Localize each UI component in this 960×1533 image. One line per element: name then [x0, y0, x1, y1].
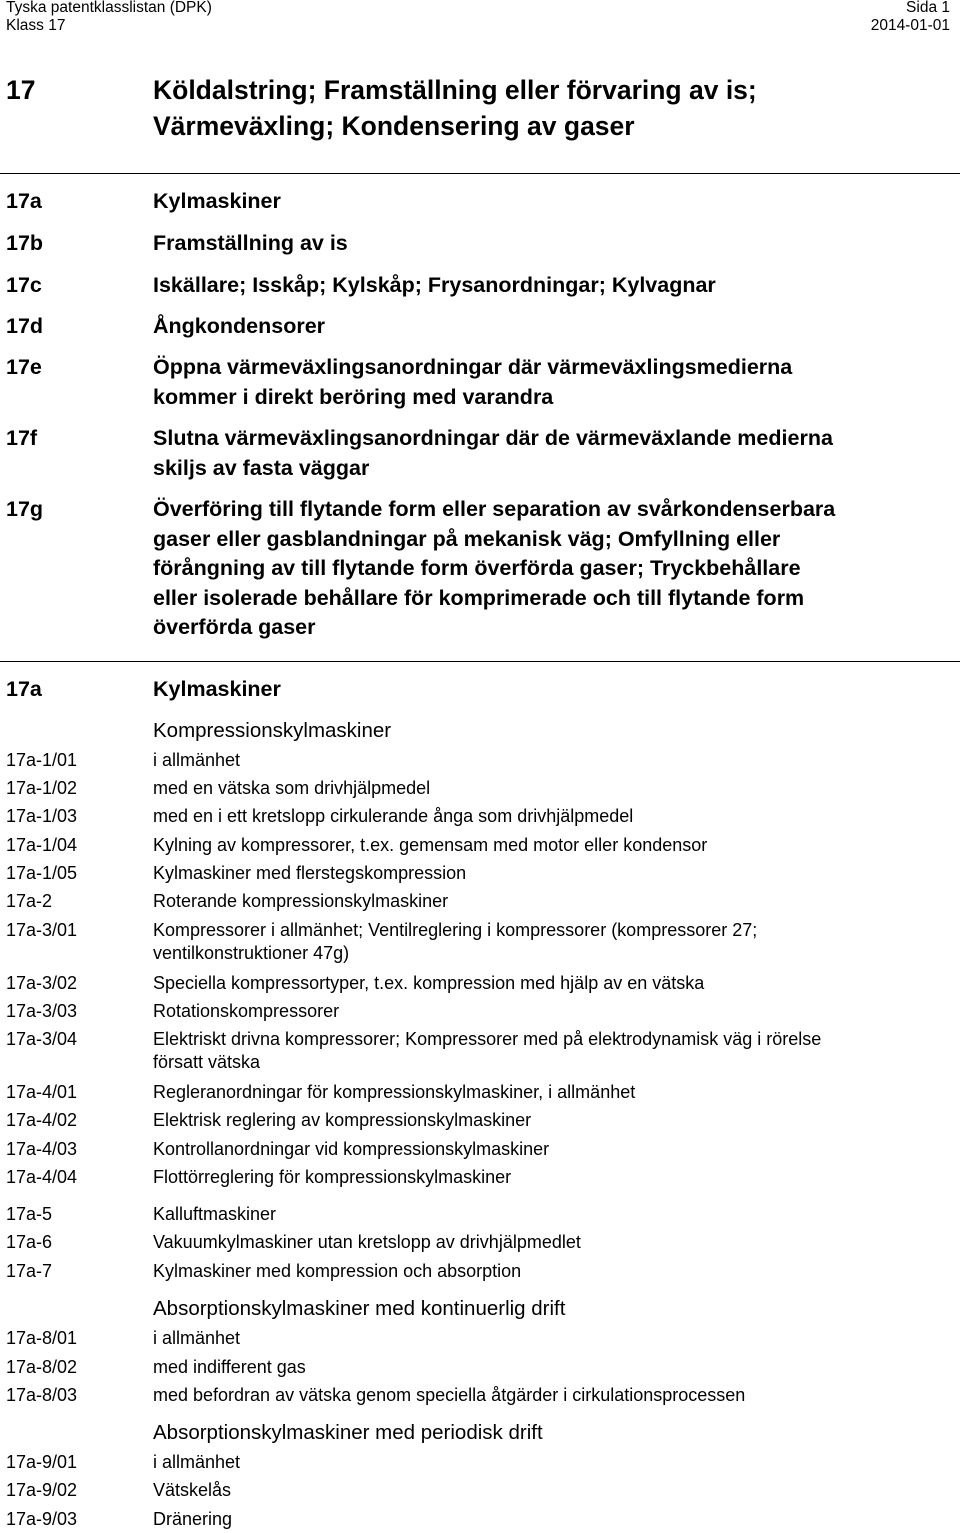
section-title: Kylmaskiner [153, 677, 281, 701]
entry-code: 17a-1/04 [6, 835, 78, 855]
entry-code: 17a-8/02 [6, 1357, 78, 1377]
subclass-code: 17c [6, 273, 42, 297]
entry-code: 17a-2 [6, 891, 53, 911]
subclass-title-line: Ångkondensorer [153, 314, 326, 338]
entry-code: 17a-1/05 [6, 863, 78, 883]
subclass-title [153, 424, 833, 483]
entry-text-line: ventilkonstruktioner 47g) [153, 943, 350, 963]
entry-text [153, 919, 757, 965]
subclass-title-line: Iskällare; Isskåp; Kylskåp; Frysanordningar; Kylvagnar [153, 273, 716, 297]
class-label: Klass 17 [6, 17, 66, 34]
entry-code: 17a-3/01 [6, 920, 78, 940]
entry-text: Regleranordningar för kompressionskylmaskiner, i allmänhet [153, 1082, 636, 1102]
entry-text: med en i ett kretslopp cirkulerande ånga som drivhjälpmedel [153, 806, 634, 826]
subclass-title-line: kommer i direkt beröring med varandra [153, 384, 554, 409]
subclass-code: 17g [6, 497, 44, 521]
document-date: 2014-01-01 [870, 17, 950, 34]
subclass-code: 17b [6, 231, 44, 255]
section-code: 17a [6, 677, 42, 701]
subclass-code: 17a [6, 189, 42, 213]
subclass-code: 17e [6, 355, 42, 379]
divider-rule [0, 173, 960, 174]
entry-code: 17a-1/03 [6, 806, 78, 826]
entry-text-line: försatt vätska [153, 1052, 261, 1072]
entry-text [153, 1028, 821, 1074]
group-heading: Absorptionskylmaskiner med periodisk drift [153, 1421, 543, 1444]
entry-text: i allmänhet [153, 1452, 241, 1472]
subclass-title [153, 312, 325, 342]
group-heading: Absorptionskylmaskiner med kontinuerlig drift [153, 1297, 566, 1320]
entry-text-line: Elektriskt drivna kompressorer; Kompressorer med på elektrodynamisk väg i rörelse [153, 1029, 822, 1049]
document-title: Tyska patentklasslistan (DPK) [6, 0, 212, 16]
entry-text: Dränering [153, 1509, 233, 1529]
group-heading: Kompressionskylmaskiner [153, 719, 392, 742]
entry-text: Kontrollanordningar vid kompressionskylmaskiner [153, 1139, 550, 1159]
entry-code: 17a-3/04 [6, 1029, 78, 1049]
subclass-code: 17f [6, 426, 38, 450]
entry-code: 17a-8/03 [6, 1385, 78, 1405]
entry-text: med indifferent gas [153, 1357, 306, 1377]
subclass-title [153, 229, 348, 259]
entry-code: 17a-4/02 [6, 1110, 78, 1130]
entry-text: med en vätska som drivhjälpmedel [153, 778, 431, 798]
subclass-code: 17d [6, 314, 44, 338]
entry-code: 17a-3/03 [6, 1001, 78, 1021]
entry-text: Speciella kompressortyper, t.ex. kompression med hjälp av en vätska [153, 973, 705, 993]
main-class-title-line: Köldalstring; Framställning eller förvaring av is; [153, 75, 757, 105]
entry-code: 17a-1/01 [6, 750, 78, 770]
subclass-title-line: Kylmaskiner [153, 189, 281, 213]
entry-code: 17a-4/04 [6, 1167, 78, 1187]
subclass-title-line: gaser eller gasblandningar på mekanisk väg; Omfyllning eller [153, 526, 781, 551]
subclass-title-line: skiljs av fasta väggar [153, 455, 370, 480]
entry-text: Rotationskompressorer [153, 1001, 340, 1021]
entry-code: 17a-7 [6, 1261, 53, 1281]
entry-text: Kylmaskiner med flerstegskompression [153, 863, 467, 883]
entry-text: Elektrisk reglering av kompressionskylmaskiner [153, 1110, 532, 1130]
subclass-title-line: överförda gaser [153, 615, 316, 639]
subclass-title-line: Slutna värmeväxlingsanordningar där de värmeväxlande medierna [153, 426, 833, 450]
subclass-title [153, 353, 792, 412]
subclass-title [153, 271, 716, 301]
entry-text: Vätskelås [153, 1480, 232, 1500]
divider-rule [0, 661, 960, 662]
entry-code: 17a-9/02 [6, 1480, 78, 1500]
entry-text: med befordran av vätska genom speciella åtgärder i cirkulationsprocessen [153, 1385, 746, 1405]
entry-text: Kalluftmaskiner [153, 1204, 277, 1224]
subclass-title-line: förångning av till flytande form överförda gaser; Tryckbehållare [153, 556, 801, 580]
entry-code: 17a-9/03 [6, 1509, 78, 1529]
entry-code: 17a-1/02 [6, 778, 78, 798]
subclass-title-line: Öppna värmeväxlingsanordningar där värmeväxlingsmedierna [153, 355, 793, 379]
entry-code: 17a-4/01 [6, 1082, 78, 1102]
entry-code: 17a-8/01 [6, 1328, 78, 1348]
entry-text: Kylmaskiner med kompression och absorption [153, 1261, 522, 1281]
entry-code: 17a-4/03 [6, 1139, 78, 1159]
entry-text: Roterande kompressionskylmaskiner [153, 891, 449, 911]
main-class-title [153, 72, 757, 144]
entry-text: i allmänhet [153, 1328, 241, 1348]
entry-code: 17a-9/01 [6, 1452, 78, 1472]
subclass-title-line: Överföring till flytande form eller separation av svårkondenserbara [153, 497, 836, 521]
entry-code: 17a-3/02 [6, 973, 78, 993]
subclass-title [153, 187, 281, 217]
entry-text-line: Kompressorer i allmänhet; Ventilreglering i kompressorer (kompressorer 27; [153, 920, 758, 940]
entry-text: Flottörreglering för kompressionskylmaskiner [153, 1167, 512, 1187]
subclass-title-line: eller isolerade behållare för komprimerade och till flytande form [153, 585, 805, 610]
subclass-title [153, 495, 835, 643]
entry-text: Kylning av kompressorer, t.ex. gemensam med motor eller kondensor [153, 835, 708, 855]
main-class-code: 17 [6, 75, 36, 105]
entry-code: 17a-6 [6, 1232, 53, 1252]
subclass-title-line: Framställning av is [153, 231, 348, 255]
entry-text: i allmänhet [153, 750, 241, 770]
main-class-title-line: Värmeväxling; Kondensering av gaser [153, 111, 635, 141]
entry-text: Vakuumkylmaskiner utan kretslopp av drivhjälpmedlet [153, 1232, 581, 1252]
page-number: Sida 1 [906, 0, 950, 16]
entry-code: 17a-5 [6, 1204, 53, 1224]
